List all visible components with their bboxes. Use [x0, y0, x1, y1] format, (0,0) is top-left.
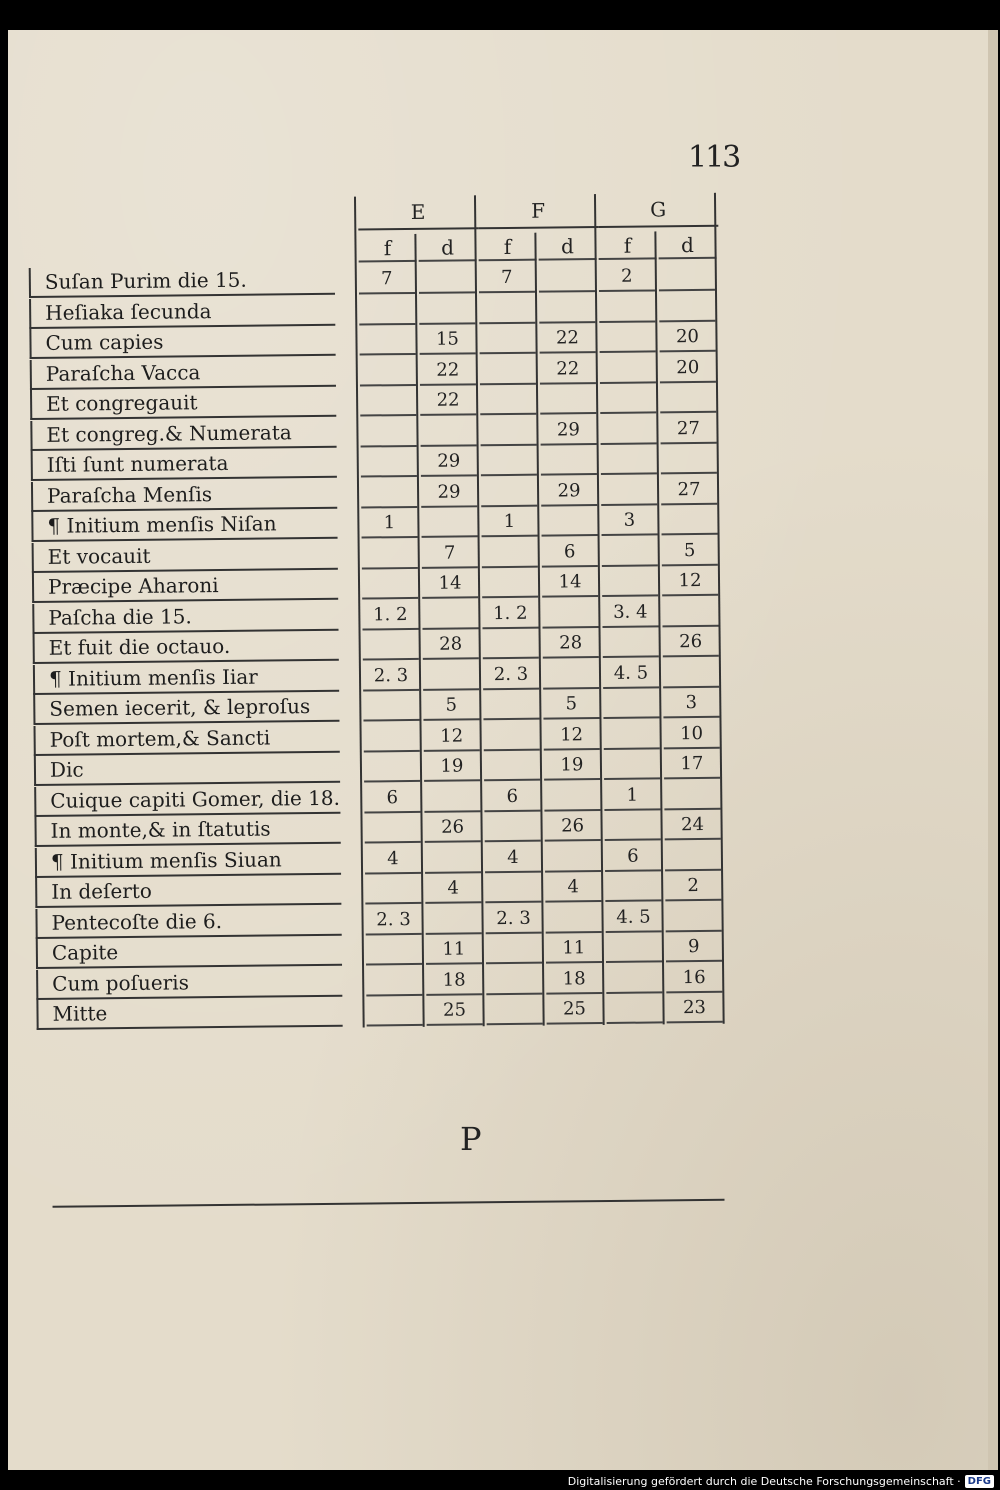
row-label: Poſt mortem,& Sancti: [34, 722, 340, 755]
sub-header-0: f: [358, 236, 416, 263]
table-cell: 4: [365, 843, 421, 874]
table-cell: [663, 657, 719, 688]
table-cell: 4: [485, 842, 541, 873]
table-cell: 19: [424, 751, 480, 782]
table-cell: [421, 507, 477, 538]
table-cell: 29: [540, 415, 596, 446]
table-cell: [424, 782, 480, 813]
table-cell: 18: [546, 964, 602, 995]
table-cell: 22: [420, 385, 476, 416]
table-cell: 22: [420, 355, 476, 386]
table-cell: 10: [663, 718, 719, 749]
table-cell: [661, 444, 717, 475]
table-cell: 4: [425, 873, 481, 904]
sub-header-5: d: [658, 233, 716, 260]
table-cell: [422, 599, 478, 630]
table-cell: [486, 995, 542, 1026]
row-label: Paraſcha Menſis: [31, 478, 337, 511]
table-cell: 3: [663, 688, 719, 719]
table-cell: [362, 538, 418, 569]
table-cell: [484, 812, 540, 843]
table-cell: 25: [546, 994, 602, 1025]
table-cell: [600, 353, 656, 384]
row-label: Præcipe Aharoni: [32, 570, 338, 603]
table-cell: [604, 810, 660, 841]
table-cell: 24: [664, 810, 720, 841]
table-cell: 5: [662, 535, 718, 566]
table-cell: 6: [484, 781, 540, 812]
table-cell: [604, 749, 660, 780]
row-label: Paraſcha Vacca: [30, 356, 336, 389]
table-cell: [420, 416, 476, 447]
table-cell: [365, 874, 421, 905]
sub-header-2: f: [478, 235, 536, 262]
table-cell: [425, 904, 481, 935]
table-cell: [485, 873, 541, 904]
row-label: Dic: [34, 753, 340, 786]
table-cell: [601, 475, 657, 506]
footer-text: Digitalisierung gefördert durch die Deutsche Forschungsgemeinschaft ·: [567, 1475, 961, 1488]
row-label: ¶ Initium menſis Siuan: [35, 844, 341, 877]
table-cell: [480, 385, 536, 416]
footer-credit: [568, 1475, 994, 1488]
table-cell: [481, 476, 537, 507]
row-label: Heſiaka ſecunda: [29, 295, 335, 328]
table-cell: [366, 935, 422, 966]
row-label: In deſerto: [35, 875, 341, 908]
table-cell: 4: [545, 872, 601, 903]
table-cell: [603, 719, 659, 750]
table-cell: [482, 568, 538, 599]
table-cell: [541, 445, 597, 476]
table-cell: [480, 354, 536, 385]
table-cell: 2: [599, 261, 655, 292]
table-cell: 6: [364, 782, 420, 813]
table-cell: [479, 293, 535, 324]
table-cell: [425, 843, 481, 874]
table-cell: [483, 720, 539, 751]
table-cell: 2: [665, 871, 721, 902]
table-cell: 2. 3: [485, 903, 541, 934]
table-cell: 1: [481, 507, 537, 538]
row-label: Et vocauit: [32, 539, 338, 572]
table-cell: [660, 383, 716, 414]
table-cell: [599, 292, 655, 323]
table-cell: [360, 416, 416, 447]
table-cell: [601, 444, 657, 475]
row-label: Iſti ſunt numerata: [31, 448, 337, 481]
table-cell: 4. 5: [605, 902, 661, 933]
table-cell: [362, 569, 418, 600]
table-cell: 25: [426, 995, 482, 1026]
page-number: 113: [688, 140, 740, 175]
table-cell: 3: [601, 505, 657, 536]
column-group-headers: [28, 193, 728, 234]
table-cell: 27: [661, 474, 717, 505]
sub-header-4: f: [598, 233, 656, 260]
table-cell: [600, 414, 656, 445]
table-cell: 17: [664, 749, 720, 780]
table-cell: 9: [666, 932, 722, 963]
table-cell: [364, 752, 420, 783]
table-cell: [603, 627, 659, 658]
row-label: ¶ Initium menſis Niſan: [31, 509, 337, 542]
table-cell: [366, 965, 422, 996]
table-cell: [606, 932, 662, 963]
row-label: Pentecoſte die 6.: [35, 905, 341, 938]
table-cell: 1. 2: [362, 599, 418, 630]
row-label: Cuique capiti Gomer, die 18.: [34, 783, 340, 816]
table-cell: [360, 386, 416, 417]
table-cell: [602, 566, 658, 597]
table-cell: [602, 536, 658, 567]
table-cell: [664, 779, 720, 810]
table-cell: 11: [546, 933, 602, 964]
signature-mark: P: [460, 1120, 482, 1158]
table-cell: 22: [539, 323, 595, 354]
table-cell: [359, 294, 415, 325]
table-cell: 1. 2: [482, 598, 538, 629]
table-cell: [419, 294, 475, 325]
page-edge: [988, 30, 998, 1470]
group-header-1: F: [478, 194, 598, 229]
table-cell: [486, 934, 542, 965]
table-cell: [486, 964, 542, 995]
table-cell: 29: [421, 446, 477, 477]
table-cell: 28: [423, 629, 479, 660]
table-cell: 15: [419, 324, 475, 355]
table-cell: 14: [422, 568, 478, 599]
table-cell: [363, 630, 419, 661]
row-label: Et fuit die octauo.: [33, 631, 339, 664]
table-cell: 18: [426, 965, 482, 996]
table-cell: [600, 383, 656, 414]
table-cell: [541, 506, 597, 537]
table-cell: [366, 996, 422, 1027]
table-cell: [483, 690, 539, 721]
table-cell: [544, 781, 600, 812]
table-cell: 27: [660, 413, 716, 444]
table-cell: 12: [423, 721, 479, 752]
dfg-logo: DFG: [965, 1475, 994, 1488]
table-cell: 26: [424, 812, 480, 843]
table-cell: 12: [662, 566, 718, 597]
table-cell: [665, 901, 721, 932]
table-cell: [481, 446, 537, 477]
table-cell: [483, 629, 539, 660]
table-row: [36, 993, 736, 1030]
table-cell: [540, 384, 596, 415]
table-cell: [545, 903, 601, 934]
table-cell: [603, 688, 659, 719]
table-cell: [662, 596, 718, 627]
table-cell: [419, 263, 475, 294]
table-cell: 16: [666, 962, 722, 993]
row-label: ¶ Initium menſis Iiar: [33, 661, 339, 694]
table-cell: [539, 293, 595, 324]
table-cell: 2. 3: [483, 659, 539, 690]
row-label: In monte,& in ſtatutis: [34, 814, 340, 847]
table-cell: [606, 963, 662, 994]
row-label: Capite: [36, 936, 342, 969]
table-cell: [482, 537, 538, 568]
table-cell: [661, 505, 717, 536]
table-cell: 2. 3: [365, 904, 421, 935]
book-page: [8, 30, 998, 1470]
row-label: Cum poſueris: [36, 966, 342, 999]
table-cell: 6: [605, 841, 661, 872]
table-cell: 20: [659, 322, 715, 353]
table-cell: [364, 813, 420, 844]
table-cell: 3. 4: [602, 597, 658, 628]
table-cell: [363, 721, 419, 752]
table-cell: 20: [660, 352, 716, 383]
table-cell: 19: [544, 750, 600, 781]
table-cell: 12: [543, 720, 599, 751]
table-cell: [659, 261, 715, 292]
table-cell: [542, 598, 598, 629]
table-cell: 11: [426, 934, 482, 965]
table-cell: 1: [604, 780, 660, 811]
table-cell: [359, 325, 415, 356]
table-cell: 6: [542, 537, 598, 568]
table-cell: [361, 447, 417, 478]
table-cell: [606, 993, 662, 1024]
row-label: Mitte: [36, 997, 342, 1030]
table-cell: 23: [666, 993, 722, 1024]
table-cell: [479, 324, 535, 355]
row-label: Suſan Purim die 15.: [29, 265, 335, 298]
table-cell: [360, 355, 416, 386]
table-cell: 14: [542, 567, 598, 598]
table-cell: [545, 842, 601, 873]
table-cell: [665, 840, 721, 871]
table-cell: 29: [421, 477, 477, 508]
table-cell: [599, 322, 655, 353]
table-cell: 5: [423, 690, 479, 721]
table-cell: 7: [359, 264, 415, 295]
table-cell: 2. 3: [363, 660, 419, 691]
table-cell: 28: [543, 628, 599, 659]
row-label: Semen iecerit, & leproſus: [33, 692, 339, 725]
table-cell: 4. 5: [603, 658, 659, 689]
table-cell: 26: [663, 627, 719, 658]
table-cell: 26: [544, 811, 600, 842]
sub-header-3: d: [538, 234, 596, 261]
sub-header-1: d: [418, 235, 476, 262]
table-cell: [484, 751, 540, 782]
group-header-2: G: [598, 193, 718, 228]
table-cell: 29: [541, 476, 597, 507]
table-cell: [361, 477, 417, 508]
row-label: Et congregauit: [30, 387, 336, 420]
table-cell: 7: [479, 263, 535, 294]
table-cell: 22: [540, 354, 596, 385]
row-label: Paſcha die 15.: [32, 600, 338, 633]
group-header-0: E: [358, 195, 478, 230]
table-cell: 5: [543, 689, 599, 720]
table-cell: [423, 660, 479, 691]
table-cell: [539, 262, 595, 293]
table-cell: [480, 415, 536, 446]
table-cell: [605, 871, 661, 902]
table-cell: 1: [361, 508, 417, 539]
table-cell: [659, 291, 715, 322]
table-cell: 7: [422, 538, 478, 569]
table-bottom-rule: [53, 1199, 725, 1208]
table-cell: [363, 691, 419, 722]
row-label: Cum capies: [29, 326, 335, 359]
table-cell: [543, 659, 599, 690]
row-label: Et congreg.& Numerata: [30, 417, 336, 450]
